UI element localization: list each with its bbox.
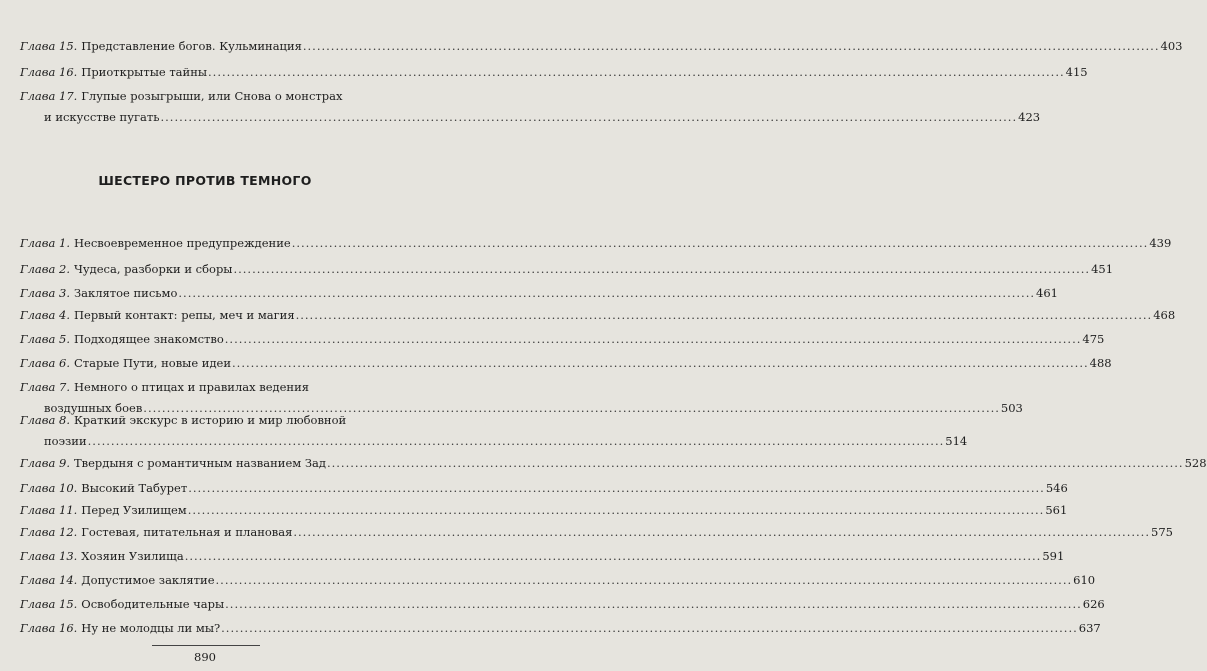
toc-entry-line: [20, 305, 1176, 326]
chapter-title-continuation: и искусстве пугать: [44, 110, 160, 124]
chapter-page-number: 468: [1153, 308, 1176, 322]
chapter-page-number: 528: [1184, 456, 1207, 470]
toc-entry-line: [20, 86, 372, 107]
chapter-label: Глава 9.: [20, 456, 70, 470]
toc-entry: [20, 594, 1105, 615]
chapter-title-continuation: воздушных боев: [44, 401, 143, 415]
toc-entry-line: [20, 62, 1088, 83]
chapter-title: Хозяин Узилища: [81, 549, 184, 563]
toc-entry: [20, 36, 1183, 57]
toc-entry: [20, 353, 1112, 374]
chapter-title: Заклятое письмо: [73, 286, 178, 300]
toc-entry-line: [20, 453, 1207, 474]
chapter-page-number: 637: [1078, 621, 1101, 635]
chapter-title: Старые Пути, новые идеи: [73, 356, 232, 370]
dot-leader: [161, 107, 1018, 128]
toc-entry-continuation: [20, 431, 968, 452]
chapter-label: Глава 15.: [20, 597, 78, 611]
chapter-title: Представление богов. Кульминация: [81, 39, 302, 53]
toc-entry: [20, 233, 1172, 254]
dot-leader: [88, 431, 945, 452]
toc-entry: [20, 410, 968, 452]
chapter-label: Глава 13.: [20, 549, 78, 563]
toc-entry: [20, 500, 1068, 521]
dot-leader: [221, 618, 1078, 639]
chapter-label: Глава 2.: [20, 262, 70, 276]
chapter-label: Глава 1.: [20, 236, 70, 250]
chapter-page-number: 575: [1151, 525, 1173, 539]
dot-leader: [327, 453, 1184, 474]
chapter-label: Глава 17.: [20, 89, 78, 103]
toc-entry-line: [20, 410, 372, 431]
chapter-page-number: 403: [1160, 39, 1183, 53]
dot-leader: [233, 259, 1090, 280]
chapter-label: Глава 10.: [20, 481, 78, 495]
toc-entry: [20, 86, 1041, 128]
chapter-title: Чудеса, разборки и сборы: [73, 262, 233, 276]
toc-entry-line: [20, 36, 1183, 57]
dot-leader: [303, 36, 1160, 57]
chapter-title: Освободительные чары: [81, 597, 225, 611]
chapter-page-number: 561: [1045, 503, 1068, 517]
chapter-page-number: 423: [1018, 110, 1041, 124]
toc-entry: [20, 283, 1058, 304]
chapter-page-number: 546: [1045, 481, 1068, 495]
toc-entry: [20, 259, 1114, 280]
dot-leader: [296, 305, 1153, 326]
chapter-title: Подходящее знакомство: [73, 332, 224, 346]
chapter-page-number: 514: [945, 434, 968, 448]
toc-entry-line: [20, 233, 1172, 254]
dot-leader: [293, 522, 1150, 543]
chapter-page-number: 461: [1036, 286, 1058, 300]
toc-entry-line: [20, 353, 1112, 374]
chapter-title: Глупые розыгрыши, или Снова о монстрах: [81, 89, 343, 103]
dot-leader: [178, 283, 1035, 304]
chapter-page-number: 626: [1082, 597, 1105, 611]
chapter-label: Глава 6.: [20, 356, 70, 370]
toc-entry-line: [20, 500, 1068, 521]
chapter-title: Несвоевременное предупреждение: [73, 236, 291, 250]
chapter-label: Глава 16.: [20, 65, 78, 79]
chapter-label: Глава 16.: [20, 621, 78, 635]
dot-leader: [225, 329, 1082, 350]
page-number: 890: [194, 650, 216, 664]
chapter-page-number: 610: [1073, 573, 1096, 587]
chapter-label: Глава 12.: [20, 525, 78, 539]
dot-leader: [292, 233, 1149, 254]
toc-entry: [20, 618, 1101, 639]
chapter-title: Первый контакт: репы, меч и магия: [73, 308, 295, 322]
chapter-title: Краткий экскурс в историю и мир любовной: [73, 413, 347, 427]
dot-leader: [188, 500, 1045, 521]
dot-leader: [225, 594, 1082, 615]
toc-entry: [20, 570, 1096, 591]
toc-entry: [20, 62, 1088, 83]
toc-entry: [20, 305, 1176, 326]
toc-entry-line: [20, 478, 1068, 499]
toc-entry-line: [20, 546, 1065, 567]
toc-entry-line: [20, 618, 1101, 639]
dot-leader: [208, 62, 1065, 83]
toc-entry-continuation: [20, 107, 1041, 128]
chapter-label: Глава 3.: [20, 286, 70, 300]
toc-entry-line: [20, 329, 1105, 350]
chapter-page-number: 488: [1089, 356, 1112, 370]
dot-leader: [185, 546, 1042, 567]
chapter-label: Глава 11.: [20, 503, 78, 517]
chapter-page-number: 591: [1042, 549, 1065, 563]
chapter-label: Глава 15.: [20, 39, 78, 53]
chapter-label: Глава 4.: [20, 308, 70, 322]
toc-entry-line: [20, 522, 1173, 543]
toc-entry-line: [20, 377, 372, 398]
toc-entry: [20, 329, 1105, 350]
chapter-title: Перед Узилищем: [81, 503, 187, 517]
toc-entry-line: [20, 570, 1096, 591]
chapter-title: Твердыня с романтичным названием Зад: [73, 456, 326, 470]
dot-leader: [232, 353, 1089, 374]
toc-entry: [20, 478, 1068, 499]
chapter-title-continuation: поэзии: [44, 434, 87, 448]
chapter-title: Немного о птицах и правилах ведения: [73, 380, 310, 394]
toc-entry-line: [20, 594, 1105, 615]
section-heading: ШЕСТЕРО ПРОТИВ ТЕМНОГО: [98, 173, 312, 188]
chapter-page-number: 439: [1149, 236, 1172, 250]
chapter-label: Глава 8.: [20, 413, 70, 427]
toc-entry: [20, 522, 1173, 543]
chapter-label: Глава 7.: [20, 380, 70, 394]
toc-entry-line: [20, 283, 1058, 304]
chapter-title: Высокий Табурет: [81, 481, 188, 495]
chapter-label: Глава 5.: [20, 332, 70, 346]
dot-leader: [188, 478, 1045, 499]
toc-entry-line: [20, 259, 1114, 280]
chapter-page-number: 451: [1091, 262, 1114, 276]
chapter-title: Приоткрытые тайны: [81, 65, 208, 79]
footer-rule: [152, 645, 260, 646]
chapter-page-number: 503: [1000, 401, 1023, 415]
chapter-page-number: 475: [1082, 332, 1105, 346]
chapter-page-number: 415: [1065, 65, 1088, 79]
toc-entry: [20, 546, 1065, 567]
dot-leader: [216, 570, 1073, 591]
chapter-title: Гостевая, питательная и плановая: [81, 525, 293, 539]
chapter-title: Ну не молодцы ли мы?: [81, 621, 221, 635]
toc-entry: [20, 453, 1207, 474]
chapter-label: Глава 14.: [20, 573, 78, 587]
chapter-title: Допустимое заклятие: [81, 573, 215, 587]
